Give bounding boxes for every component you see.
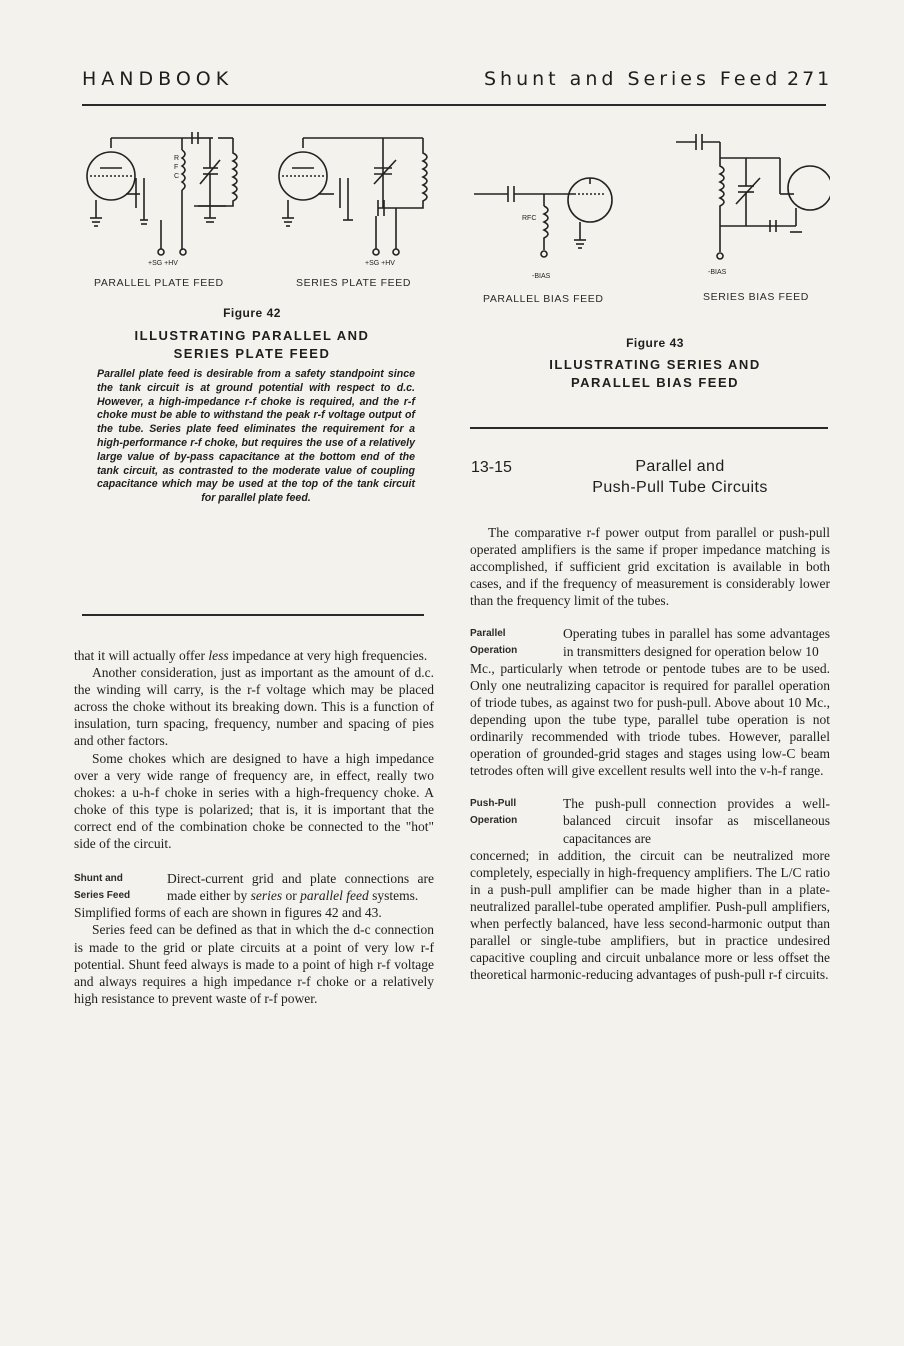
- series-bias-feed-circuit: [676, 134, 830, 259]
- parallel-bias-feed-circuit: [474, 178, 612, 257]
- side-label-shunt-line2: Series Feed: [74, 890, 131, 902]
- figure-43-heading-line2: PARALLEL BIAS FEED: [570, 375, 740, 390]
- page-number: 271: [787, 68, 833, 90]
- figure-43-number: Figure 43: [626, 336, 684, 350]
- figure-42-description: Parallel plate feed is desirable from a safety standpoint since the tank circuit is at ground potential with respect to d.c. However, a high-impedance r-f choke is required, and the r-f choke must be able to withstand the peak r-f voltage output of the tube. Series plate feed eliminates the requirement for a high-performance r-f choke, but requires the use of a relatively large value of by-pass capacitance at the bottom end of the tank circuit, as contrasted to the moderate value of coupling capacitance which may be used at the top of the tank circuit for parallel plate feed.: [97, 368, 415, 505]
- right-column-body: [470, 524, 830, 983]
- figure-43-heading: [480, 356, 830, 392]
- p4-text-b: systems.: [368, 888, 419, 904]
- figure-42-number: Figure 42: [223, 306, 281, 320]
- figure-43-heading-line1: ILLUSTRATING SERIES AND: [549, 357, 761, 372]
- fig43-caption-left: PARALLEL BIAS FEED: [483, 293, 604, 305]
- running-head-left: HANDBOOK: [82, 68, 234, 90]
- tube-symbol-bias-left: [568, 178, 612, 222]
- paragraph-comparative-output: The comparative r-f power output from parallel or push-pull operated amplifiers is the same if proper impedance matching is accomplished, if sufficient grid excitation is available in both cases, and if the frequency of measurement is considerably lower than the frequency limit of the tubes.: [470, 525, 830, 609]
- figure-42-heading: [82, 327, 422, 363]
- shunt-series-first-lines: [167, 870, 434, 904]
- bias-label-left: -BIAS: [532, 273, 551, 280]
- figure-42-diagram: [78, 128, 448, 268]
- parallel-plate-feed-circuit: [87, 132, 237, 255]
- parallel-operation-block: [470, 625, 830, 659]
- sg-hv-label-left: +SG +HV: [148, 260, 178, 267]
- sg-hv-label-right: +SG +HV: [365, 260, 395, 267]
- paragraph-another-consideration: Another consideration, just as important as the amount of d.c. the winding will carry, is the r-f voltage which may be placed across the choke without its breaking down. This is a function of insulation, turn spacing, frequency, number and spacing of pies and other factors.: [74, 665, 434, 749]
- right-section-rule: [470, 427, 828, 429]
- section-title-line2: Push-Pull Tube Circuits: [592, 479, 768, 496]
- p4-em-series: series: [250, 888, 283, 904]
- rfc-letter-f: F: [174, 164, 179, 171]
- rfc-letter-c: C: [174, 173, 180, 180]
- rfc-letter-r: R: [174, 155, 180, 162]
- section-title: [530, 456, 830, 498]
- paragraph-series-feed-defined: Series feed can be defined as that in which the d-c connection is made to the grid or plate circuits at a point of very low r-f potential. Shunt feed always is made to a point of high r-f voltage and always requires a high impedance r-f choke or a relatively high resistance to prevent waste of r-f power.: [74, 922, 434, 1006]
- figure-43-diagram: [470, 128, 830, 288]
- left-section-rule: [82, 614, 424, 616]
- figure-42-heading-line1: ILLUSTRATING PARALLEL AND: [134, 328, 370, 343]
- side-label-parallel-line2: Operation: [470, 645, 518, 657]
- fig42-caption-left: PARALLEL PLATE FEED: [94, 277, 224, 289]
- paragraph-less-impedance: [74, 647, 434, 664]
- fig42-caption-right: SERIES PLATE FEED: [296, 277, 412, 289]
- side-label-push-pull-line2: Operation: [470, 815, 518, 827]
- tube-symbol-bias-right: [788, 166, 830, 210]
- paragraph-parallel-continued: Mc., particularly when tetrode or pentode tubes are to be used. Only one neutralizing capacitor is required for parallel operation of triode tubes, as against two for push-pull. Above about 10 Mc., depending upon the tube type, parallel tube operation is not ordinarily recommended with triode tubes. However, parallel operation of grounded-grid stages and stages using low-C beam tetrodes often will give excellent results well into the v-h-f range.: [470, 660, 830, 779]
- p1-text-b: impedance at very high frequencies.: [228, 648, 428, 663]
- figure-42-heading-line2: SERIES PLATE FEED: [173, 346, 331, 361]
- side-label-parallel: [470, 625, 563, 659]
- side-label-shunt-line1: Shunt and: [74, 873, 123, 885]
- paragraph-simplified-forms: Simplified forms of each are shown in figures 42 and 43.: [74, 905, 382, 921]
- p4-text-a: Direct-current grid and plate connections are made either by: [167, 871, 434, 904]
- parallel-first-lines: Operating tubes in parallel has some advantages in transmitters designed for operation below 10: [563, 626, 830, 659]
- push-pull-operation-block: [470, 795, 830, 846]
- side-label-shunt-series: [74, 870, 167, 904]
- side-label-push-pull: [470, 795, 563, 846]
- push-pull-first-lines: The push-pull connection provides a well-balanced circuit insofar as miscellaneous capacitances are: [563, 796, 830, 846]
- bias-label-right: -BIAS: [708, 269, 727, 276]
- p1-emphasis: less: [208, 648, 229, 663]
- header-rule: [82, 104, 826, 106]
- side-label-push-pull-line1: Push-Pull: [470, 798, 517, 810]
- shunt-series-feed-block: [74, 870, 434, 904]
- section-title-line1: Parallel and: [635, 458, 725, 475]
- paragraph-some-chokes: Some chokes which are designed to have a high impedance over a very wide range of frequency are, in effect, really two chokes: a u-h-f choke in series with a high-frequency choke. A choke of this type is polarized; that is, it is important that the correct end of the combination choke be connected to the "hot" side of the circuit.: [74, 750, 434, 852]
- p1-text-a: that it will actually offer: [74, 648, 209, 663]
- side-label-parallel-line1: Parallel: [470, 628, 506, 640]
- paragraph-push-pull-continued: concerned; in addition, the circuit can be neutralized more completely, especially in high-frequency amplifiers. The L/C ratio in a push-pull amplifier can be made higher than in a plate-neutralized parallel-tube operated amplifier. Push-pull amplifiers, when perfectly balanced, have less second-harmonic output than parallel or single-tube amplifiers, but in practice undesired capacitive coupling and circuit unbalance more or less offset the theoretical harmonic-reducing advantages of push-pull r-f circuits.: [470, 847, 830, 983]
- running-head-title: Shunt and Series Feed: [484, 68, 782, 90]
- left-column-body: [74, 647, 434, 1007]
- section-number: 13-15: [471, 459, 512, 476]
- p4-text-mid: or: [282, 888, 301, 904]
- series-plate-feed-circuit: [279, 138, 427, 255]
- fig43-caption-right: SERIES BIAS FEED: [703, 291, 809, 303]
- p4-em-parallel: parallel feed: [300, 888, 369, 904]
- rfc-label-bias: RFC: [522, 215, 537, 222]
